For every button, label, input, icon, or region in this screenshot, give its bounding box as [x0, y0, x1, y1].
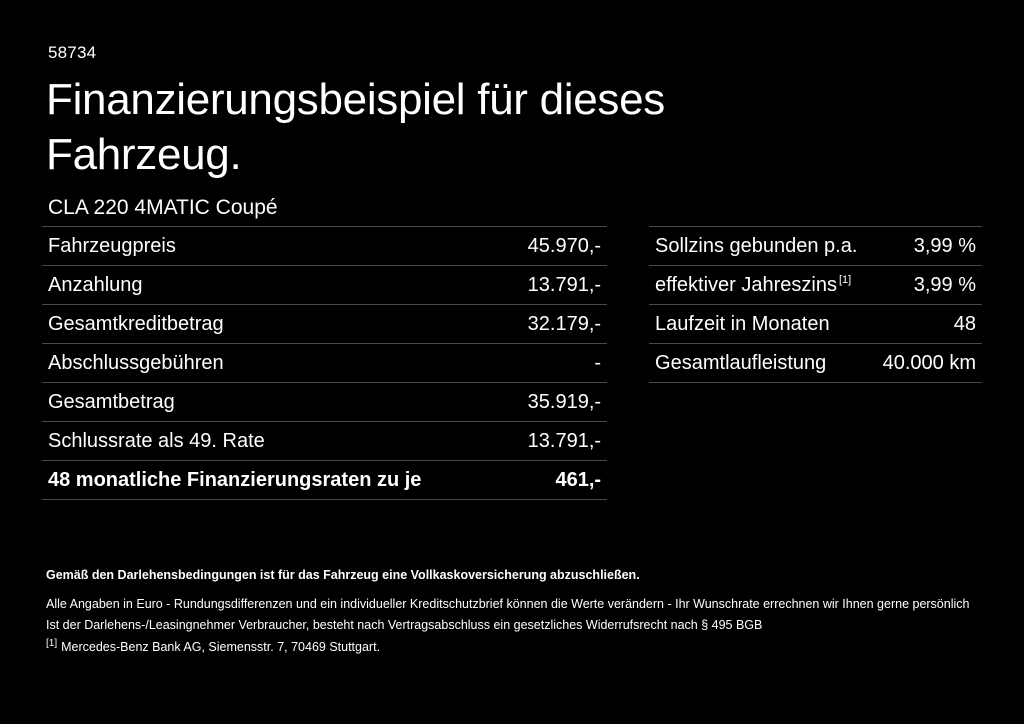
note-insurance-requirement: Gemäß den Darlehensbedingungen ist für das Fahrzeug eine Vollkaskoversicherung abzuschließen.	[46, 568, 640, 582]
reference-number: 58734	[48, 43, 97, 62]
legal-notes	[46, 566, 986, 637]
table-row	[649, 304, 982, 343]
row-label: Schlussrate als 49. Rate	[48, 430, 265, 452]
row-value: 45.970,-	[527, 235, 602, 257]
row-value: -	[594, 352, 602, 374]
row-label: Gesamtbetrag	[48, 391, 175, 413]
row-label	[655, 272, 851, 298]
table-row	[649, 226, 982, 265]
footnote-marker: [1]	[46, 638, 58, 649]
table-row	[42, 304, 607, 343]
table-row	[42, 382, 607, 421]
row-label	[655, 311, 830, 337]
note-general-terms: Alle Angaben in Euro - Rundungsdifferenzen und ein individueller Kreditschutzbrief können die Werte verändern - Ihr Wunschrate errechnen wir Ihnen gerne persönlich	[46, 596, 970, 611]
row-label	[655, 233, 857, 259]
row-label: 48 monatliche Finanzierungsraten zu je	[48, 469, 422, 491]
row-value: 461,-	[555, 469, 602, 491]
page-title: Finanzierungsbeispiel für dieses Fahrzeug.	[46, 75, 665, 179]
footnote-marker: [1]	[838, 274, 852, 287]
row-value: 40.000 km	[882, 352, 976, 374]
table-row	[649, 343, 982, 383]
finance-table-left	[42, 226, 607, 500]
row-value: 13.791,-	[527, 430, 602, 452]
row-label-text: Sollzins gebunden p.a.	[655, 235, 858, 257]
vehicle-model-name: CLA 220 4MATIC Coupé	[48, 196, 278, 219]
table-row-monthly-rate	[42, 460, 607, 500]
row-label-text: Gesamtlaufleistung	[655, 352, 827, 374]
row-label	[655, 350, 826, 376]
table-row	[42, 226, 607, 265]
table-row	[42, 265, 607, 304]
row-value: 3,99 %	[913, 235, 976, 257]
row-value: 35.919,-	[527, 391, 602, 413]
table-row	[42, 343, 607, 382]
row-label: Anzahlung	[48, 274, 143, 296]
footnote-text: Mercedes-Benz Bank AG, Siemensstr. 7, 70469 Stuttgart.	[61, 640, 381, 655]
row-label-text: effektiver Jahreszins	[655, 274, 837, 296]
row-value: 48	[953, 313, 976, 335]
row-label: Fahrzeugpreis	[48, 235, 176, 257]
row-value: 13.791,-	[527, 274, 602, 296]
row-label: Gesamtkreditbetrag	[48, 313, 224, 335]
finance-tables	[42, 226, 982, 500]
table-row	[42, 421, 607, 460]
finance-table-right	[649, 226, 982, 500]
row-value: 3,99 %	[913, 274, 976, 296]
note-withdrawal-right: Ist der Darlehens-/Leasingnehmer Verbraucher, besteht nach Vertragsabschluss ein gesetzliches Widerrufsrecht nach § 495 BGB	[46, 618, 763, 633]
row-value: 32.179,-	[527, 313, 602, 335]
table-row	[649, 265, 982, 304]
row-label: Abschlussgebühren	[48, 352, 224, 374]
footnote-bank-address	[46, 636, 380, 657]
row-label-text: Laufzeit in Monaten	[655, 313, 830, 335]
